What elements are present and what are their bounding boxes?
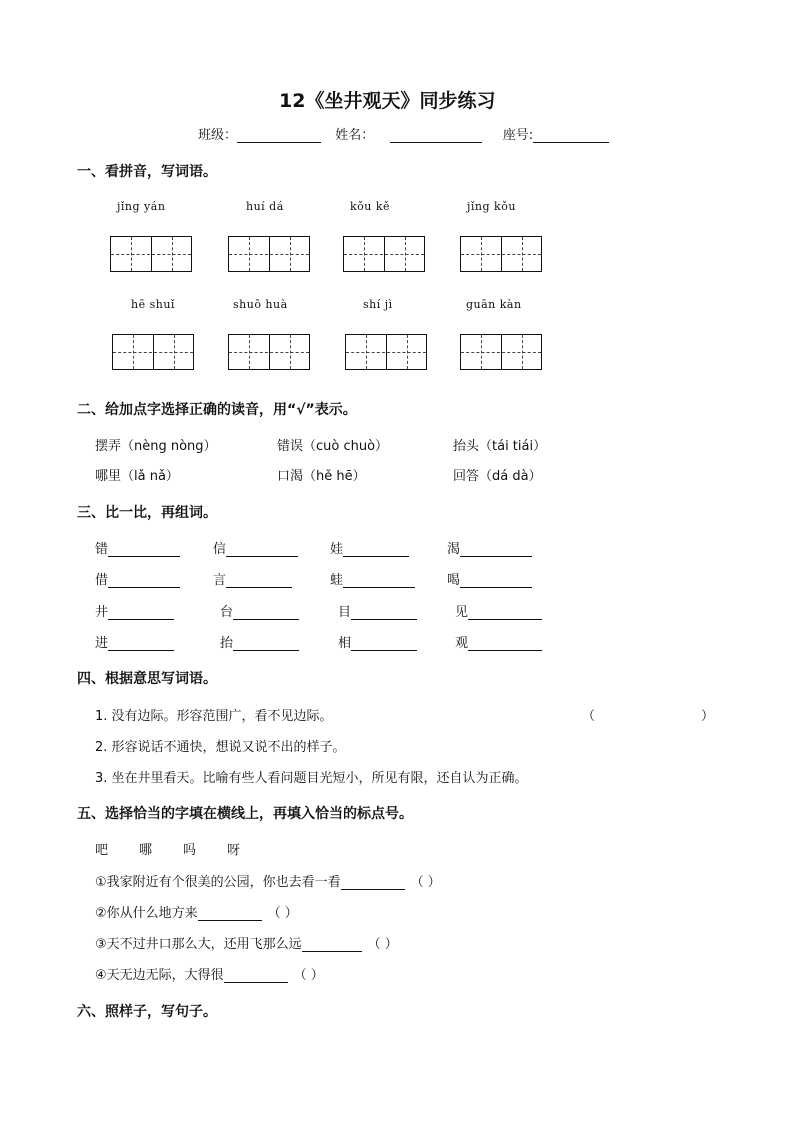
- writing-grid[interactable]: [345, 334, 427, 370]
- char: 蛙: [330, 573, 344, 588]
- pinyin-label: jǐng kǒu: [467, 200, 516, 213]
- choice-char: 吗: [183, 843, 197, 858]
- fill-sentence: ①我家附近有个很美的公园，你也去看一看: [95, 875, 341, 890]
- answer-paren-close: ）: [701, 709, 715, 724]
- char: 错: [95, 542, 109, 557]
- char: 抬: [220, 636, 234, 651]
- word-blank[interactable]: [108, 606, 174, 620]
- word-item[interactable]: [213, 538, 298, 557]
- writing-grid[interactable]: [228, 236, 310, 272]
- header-line: [198, 124, 609, 143]
- writing-grid[interactable]: [112, 334, 194, 370]
- meaning-item: 1. 没有边际。形容范围广，看不见边际。: [95, 709, 333, 724]
- word-blank[interactable]: [233, 606, 299, 620]
- fill-item[interactable]: [95, 933, 398, 952]
- writing-grid[interactable]: [343, 236, 425, 272]
- name-label: 姓名：: [335, 128, 375, 143]
- word-blank[interactable]: [343, 543, 409, 557]
- word-item[interactable]: [95, 632, 174, 651]
- pinyin-label: guān kàn: [466, 298, 522, 311]
- word-item[interactable]: [213, 569, 292, 588]
- class-field[interactable]: [237, 129, 321, 143]
- word-blank[interactable]: [108, 574, 180, 588]
- answer-paren-open: （: [582, 709, 596, 724]
- writing-grid[interactable]: [228, 334, 310, 370]
- pinyin-label: kǒu kě: [350, 200, 391, 213]
- word-item[interactable]: [338, 601, 417, 620]
- page-title: 12《坐井观天》同步练习: [279, 90, 496, 112]
- word-blank[interactable]: [226, 574, 292, 588]
- meaning-item: 2. 形容说话不通快，想说又说不出的样子。: [95, 740, 346, 755]
- fill-blank[interactable]: [198, 907, 262, 921]
- pinyin-label: shí jì: [363, 298, 393, 311]
- section-5-heading: 五、选择恰当的字填在横线上，再填入恰当的标点号。: [77, 806, 413, 822]
- fill-blank[interactable]: [224, 969, 288, 983]
- choice-char: 呀: [227, 843, 241, 858]
- fill-sentence: ③天不过井口那么大，还用飞那么远: [95, 937, 302, 952]
- char: 进: [95, 636, 109, 651]
- writing-grid[interactable]: [110, 236, 192, 272]
- char: 井: [95, 605, 109, 620]
- reading-choice[interactable]: 摆弄（nèng nòng）: [95, 439, 217, 454]
- reading-choice[interactable]: 口渴（hě hē）: [277, 469, 366, 484]
- reading-choice[interactable]: 错误（cuò chuò）: [277, 439, 389, 454]
- class-label: 班级：: [198, 128, 238, 143]
- word-blank[interactable]: [468, 606, 542, 620]
- word-item[interactable]: [455, 601, 542, 620]
- word-item[interactable]: [220, 601, 299, 620]
- char: 言: [213, 573, 227, 588]
- fill-sentence: ④天无边无际，大得很: [95, 968, 224, 983]
- word-item[interactable]: [338, 632, 417, 651]
- word-item[interactable]: [220, 632, 299, 651]
- char: 观: [455, 636, 469, 651]
- writing-grid[interactable]: [460, 236, 542, 272]
- reading-choice[interactable]: 抬头（tái tiái）: [453, 439, 547, 454]
- word-blank[interactable]: [108, 543, 180, 557]
- pinyin-label: jǐng yán: [117, 200, 166, 213]
- section-4-heading: 四、根据意思写词语。: [77, 671, 217, 687]
- pinyin-label: shuō huà: [233, 298, 288, 311]
- char: 喝: [447, 573, 461, 588]
- pinyin-label: hē shuǐ: [131, 298, 175, 311]
- seat-label: 座号:: [502, 128, 534, 143]
- word-blank[interactable]: [468, 637, 542, 651]
- section-2-heading: 二、给加点字选择正确的读音，用“√”表示。: [77, 402, 357, 418]
- char: 娃: [330, 542, 344, 557]
- char: 信: [213, 542, 227, 557]
- word-item[interactable]: [330, 569, 415, 588]
- word-blank[interactable]: [226, 543, 298, 557]
- fill-item[interactable]: [95, 902, 298, 921]
- word-blank[interactable]: [108, 637, 174, 651]
- punct-paren[interactable]: （ ）: [410, 875, 441, 890]
- section-1-heading: 一、看拼音，写词语。: [77, 164, 217, 180]
- word-item[interactable]: [447, 538, 532, 557]
- char: 目: [338, 605, 352, 620]
- fill-item[interactable]: [95, 871, 441, 890]
- fill-blank[interactable]: [302, 938, 362, 952]
- punct-paren[interactable]: （ ）: [293, 968, 324, 983]
- fill-blank[interactable]: [341, 876, 405, 890]
- word-item[interactable]: [447, 569, 532, 588]
- reading-choice[interactable]: 回答（dá dà）: [453, 469, 542, 484]
- word-blank[interactable]: [351, 637, 417, 651]
- word-blank[interactable]: [460, 574, 532, 588]
- choice-char: 哪: [139, 843, 153, 858]
- choice-char: 吧: [95, 843, 109, 858]
- word-item[interactable]: [95, 601, 174, 620]
- meaning-item: 3. 坐在井里看天。比喻有些人看问题目光短小，所见有限，还自认为正确。: [95, 771, 528, 786]
- section-6-heading: 六、照样子，写句子。: [77, 1004, 217, 1020]
- char: 台: [220, 605, 234, 620]
- word-blank[interactable]: [343, 574, 415, 588]
- char: 渴: [447, 542, 461, 557]
- word-item[interactable]: [455, 632, 542, 651]
- word-blank[interactable]: [351, 606, 417, 620]
- word-item[interactable]: [330, 538, 409, 557]
- punct-paren[interactable]: （ ）: [267, 906, 298, 921]
- name-field[interactable]: [390, 129, 482, 143]
- char: 相: [338, 636, 352, 651]
- reading-choice[interactable]: 哪里（lǎ nǎ）: [95, 469, 179, 484]
- word-blank[interactable]: [460, 543, 532, 557]
- fill-item[interactable]: [95, 964, 324, 983]
- word-item[interactable]: [95, 538, 180, 557]
- char: 借: [95, 573, 109, 588]
- word-blank[interactable]: [233, 637, 299, 651]
- char: 见: [455, 605, 469, 620]
- word-item[interactable]: [95, 569, 180, 588]
- seat-field[interactable]: [533, 129, 609, 143]
- fill-sentence: ②你从什么地方来: [95, 906, 198, 921]
- section-3-heading: 三、比一比，再组词。: [77, 505, 217, 521]
- writing-grid[interactable]: [460, 334, 542, 370]
- pinyin-label: huí dá: [246, 200, 284, 213]
- punct-paren[interactable]: （ ）: [367, 937, 398, 952]
